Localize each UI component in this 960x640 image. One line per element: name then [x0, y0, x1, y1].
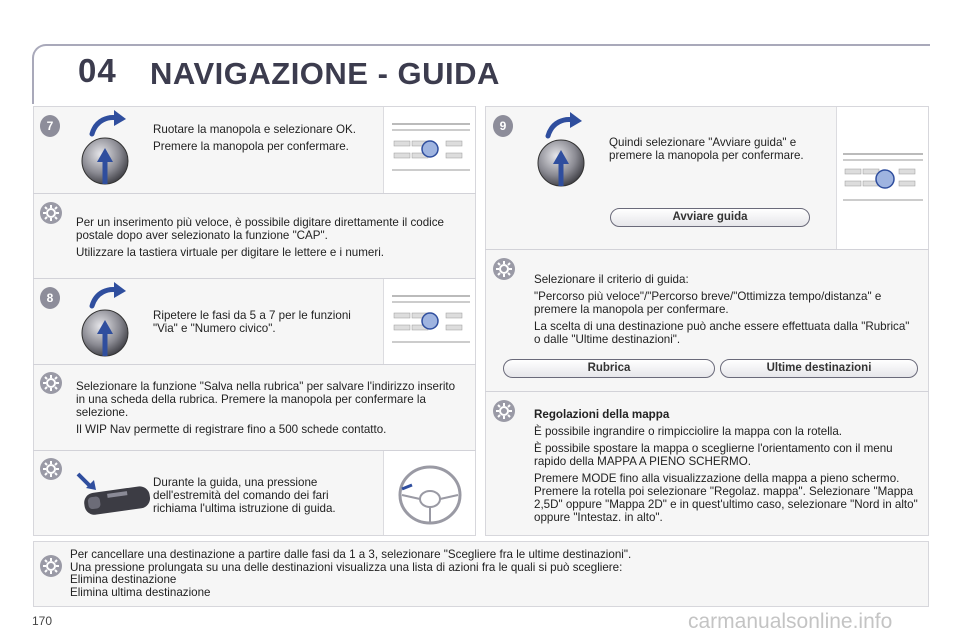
rotary-knob-icon: [80, 308, 130, 360]
curved-arrow-icon: [88, 282, 128, 310]
right-separator-2: [485, 391, 929, 392]
rubrica-button[interactable]: Rubrica: [503, 359, 715, 378]
step-9-text: [609, 136, 824, 166]
right-separator-1: [485, 249, 929, 250]
radio-panel-image: [383, 279, 475, 364]
rotary-knob-icon: [536, 138, 586, 190]
tip-1-line-2: Utilizzare la tastiera virtuale per digitare le lettere e i numeri.: [76, 246, 385, 259]
radio-panel-image: [383, 107, 475, 193]
tip-5-text: [534, 408, 919, 528]
gear-icon: [493, 258, 515, 280]
tip-4-line-2: "Percorso più veloce"/"Percorso breve/"Ottimizza tempo/distanza" e premere la manopola per confermare.: [534, 290, 882, 316]
step-7-line-1: Ruotare la manopola e selezionare OK.: [153, 123, 357, 136]
bottom-line-1: Per cancellare una destinazione a partire dalle fasi da 1 a 3, selezionare "Scegliere fra le ultime destinazioni".: [70, 548, 632, 561]
tip-3-text: [153, 476, 373, 519]
tip-2-line-2: Il WIP Nav permette di registrare fino a 500 schede contatto.: [76, 423, 387, 436]
tip-4-line-3: La scelta di una destinazione può anche essere effettuata dalla "Rubrica" o dalle "Ultime destinazioni".: [534, 320, 910, 346]
step-7-text: [153, 123, 373, 157]
tip-1-text: [76, 216, 466, 263]
gear-icon: [493, 400, 515, 422]
gear-icon: [40, 202, 62, 224]
radio-panel-image: [836, 107, 928, 249]
tip-2-line-1: Selezionare la funzione "Salva nella rubrica" per salvare l'indirizzo inserito in una scheda della rubrica. Premere la manopola per confermare la selezione.: [76, 380, 456, 419]
avviare-guida-button[interactable]: Avviare guida: [610, 208, 810, 227]
step-8-text: [153, 309, 373, 339]
step-8-badge: 8: [40, 287, 60, 309]
page-number: 170: [32, 614, 53, 628]
tip-1-line-1: Per un inserimento più veloce, è possibile digitare direttamente il codice postale dopo aver selezionato la funzione "CAP".: [76, 216, 444, 242]
ultime-destinazioni-button[interactable]: Ultime destinazioni: [720, 359, 918, 378]
curved-arrow-icon: [544, 112, 584, 140]
step-7-badge: 7: [40, 115, 60, 137]
bottom-line-3: Elimina destinazione: [70, 573, 177, 586]
tip-4-text: [534, 273, 919, 350]
tip-5-line-3: Premere MODE fino alla visualizzazione della mappa a pieno schermo. Premere la rotella poi selezionare "Regolaz. mappa". Selezionare "Mappa 2,5D" oppure "Mappa 2D" e in quest'ultimo caso, selezionare "Nord in alto" oppure "Intestaz. in alto".: [534, 472, 918, 524]
step-7-line-2: Premere la manopola per confermare.: [153, 140, 349, 153]
page-title: NAVIGAZIONE - GUIDA: [150, 56, 500, 91]
bottom-line-2: Una pressione prolungata su una delle destinazioni visualizza una lista di azioni fra le quali si può scegliere:: [70, 560, 623, 574]
tip-5-line-1: È possibile ingrandire o rimpicciolire la mappa con la rotella.: [534, 425, 843, 438]
gear-icon: [40, 555, 62, 577]
tip-3-line-1: Durante la guida, una pressione dell'estremità del comando dei fari richiama l'ultima istruzione di guida.: [153, 476, 336, 515]
gear-icon: [40, 372, 62, 394]
chapter-number: 04: [78, 52, 117, 89]
step-9-badge: 9: [493, 115, 513, 137]
left-separator-1: [33, 193, 476, 194]
rotary-knob-icon: [80, 136, 130, 188]
step-9-line-1: Quindi selezionare "Avviare guida" e premere la manopola per confermare.: [609, 136, 804, 162]
tip-5-line-2: È possibile spostare la mappa o sceglierne l'orientamento con il menu rapido della MAPPA A PIENO SCHERMO.: [534, 442, 893, 468]
bottom-line-4: Elimina ultima destinazione: [70, 585, 211, 599]
bottom-text: [70, 549, 920, 599]
steering-wheel-image: [383, 451, 475, 535]
step-8-line-1: Ripetere le fasi da 5 a 7 per le funzioni "Via" e "Numero civico".: [153, 309, 351, 335]
gear-icon: [40, 458, 62, 480]
curved-arrow-icon: [88, 110, 128, 138]
left-separator-3: [33, 364, 476, 365]
watermark: carmanualsonline.info: [688, 610, 893, 633]
tip-2-text: [76, 380, 466, 440]
headlight-stalk-icon: [74, 470, 152, 518]
tip-4-line-1: Selezionare il criterio di guida:: [534, 273, 689, 286]
tip-5-heading: Regolazioni della mappa: [534, 408, 670, 421]
